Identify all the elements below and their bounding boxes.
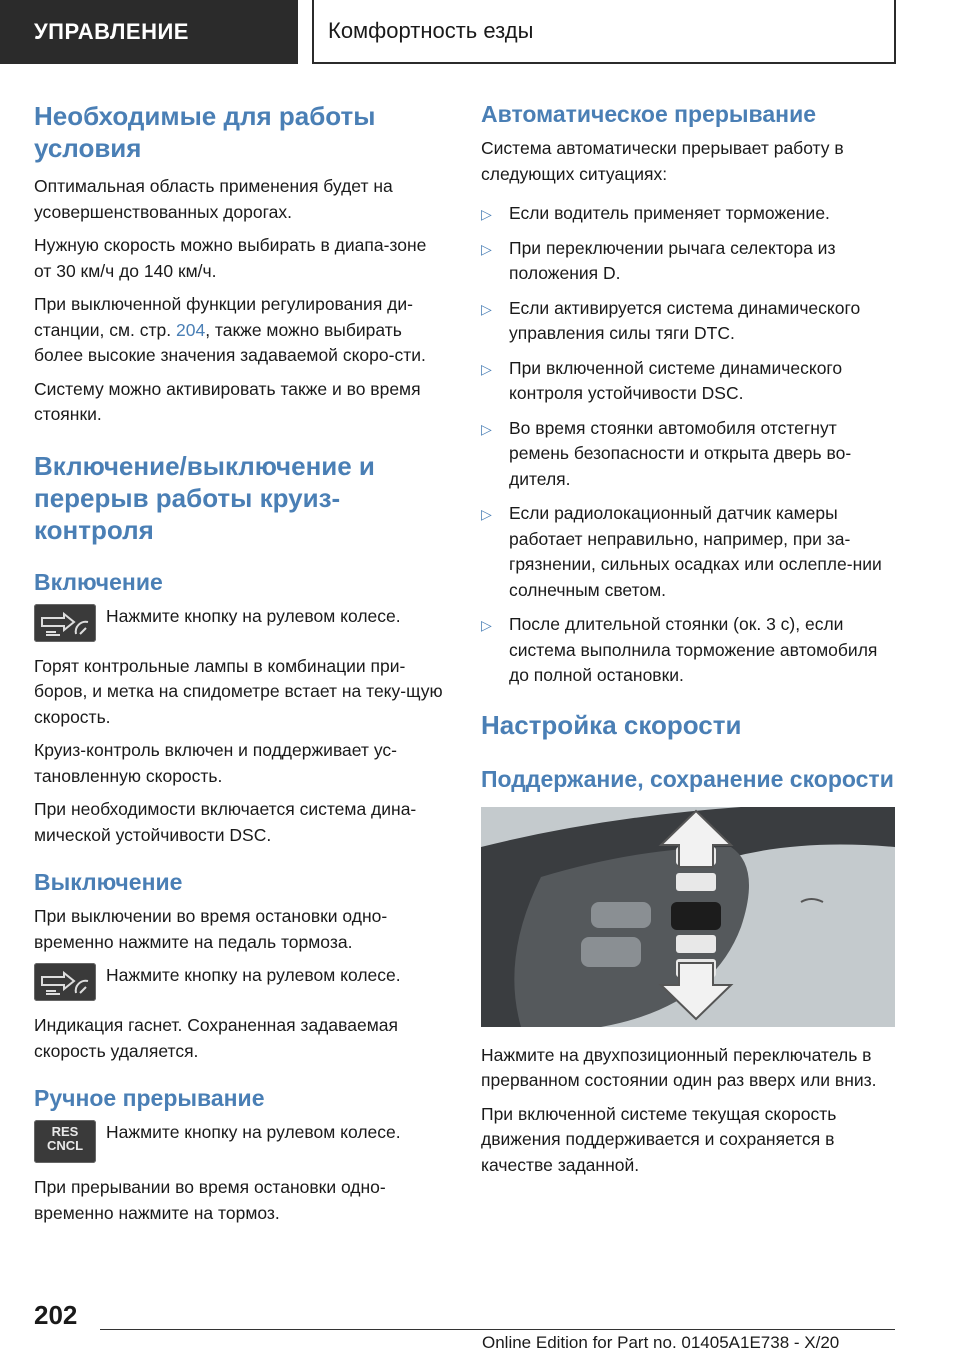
- triangle-bullet-icon: ▷: [481, 360, 492, 377]
- heading-manual: Ручное прерывание: [34, 1085, 265, 1111]
- list-item-text: Если активируется система динамического управления силы тяги DTC.: [509, 297, 861, 343]
- text: При выключенной функции регулирования ди-станции, см. стр.: [34, 294, 413, 340]
- paragraph: При необходимости включается система дина-мической устойчивости DSC.: [34, 799, 417, 845]
- list-item: [481, 201, 895, 227]
- icon-caption: Нажмите кнопку на рулевом колесе.: [106, 1122, 401, 1142]
- triangle-bullet-icon: ▷: [481, 420, 492, 437]
- cncl-label: CNCL: [46, 1138, 84, 1153]
- triangle-bullet-icon: ▷: [481, 206, 492, 222]
- list-item-text: Если радиолокационный датчик камеры работает неправильно, например, при за-грязнении, сильных осадках или ослепле-нии солнечным светом.: [509, 503, 882, 600]
- list-item: [481, 416, 895, 493]
- heading-on: Включение: [34, 568, 163, 595]
- bullet-list: [481, 201, 895, 689]
- heading-onoff: Включение/выключение и перерыв работы круиз-контроля: [34, 450, 375, 545]
- cruise-control-button-icon: [34, 604, 96, 642]
- paragraph: Система автоматически прерывает работу в следующих ситуациях:: [481, 138, 844, 184]
- paragraph: Круиз-контроль включен и поддерживает ус-тановленную скорость.: [34, 740, 397, 786]
- paragraph: При прерывании во время остановки одно-временно нажмите на тормоз.: [34, 1177, 386, 1223]
- list-item: [481, 236, 895, 287]
- list-item-text: Если водитель применяет торможение.: [509, 203, 830, 223]
- page-header: [0, 0, 960, 66]
- page-link[interactable]: 204: [176, 319, 206, 340]
- list-item: [481, 356, 895, 407]
- page-number: 202: [34, 1300, 78, 1330]
- icon-row-off: [34, 963, 446, 1001]
- section-tab: УПРАВЛЕНИЕ: [0, 0, 298, 64]
- heading-auto: Автоматическое прерывание: [481, 101, 817, 127]
- paragraph: Нажмите на двухпозиционный переключатель в прерванном состоянии один раз вверх или вниз.: [481, 1044, 877, 1090]
- heading-speed: Настройка скорости: [481, 709, 742, 740]
- list-item-text: При переключении рычага селектора из положения D.: [509, 237, 836, 283]
- list-item: [481, 296, 895, 347]
- text: , также можно выбирать более высокие значения задаваемой скоро-сти.: [34, 319, 426, 365]
- triangle-bullet-icon: ▷: [481, 617, 492, 633]
- chapter-title: Комфортность езды: [312, 0, 896, 64]
- heading-conditions: Необходимые для работы условия: [34, 101, 376, 163]
- res-cncl-button-icon: [34, 1120, 96, 1163]
- heading-off: Выключение: [34, 869, 183, 895]
- heading-keep-speed: Поддержание, сохранение скорости: [481, 765, 894, 792]
- list-item: [481, 501, 895, 603]
- icon-row-on: [34, 604, 446, 642]
- left-column: [34, 100, 446, 1234]
- list-item-text: После длительной стоянки (ок. 3 с), если система выполнила торможение автомобиля до полной остановки.: [509, 614, 878, 685]
- icon-caption: Нажмите кнопку на рулевом колесе.: [106, 605, 401, 626]
- right-column: [481, 100, 895, 1186]
- paragraph: Индикация гаснет. Сохраненная задаваемая скорость удаляется.: [34, 1015, 398, 1061]
- paragraph: Оптимальная область применения будет на усовершенствованных дорогах.: [34, 176, 393, 222]
- paragraph: Систему можно активировать также и во время стоянки.: [34, 378, 421, 424]
- paragraph: При выключении во время остановки одно-временно нажмите на педаль тормоза.: [34, 906, 388, 952]
- cruise-control-button-icon: [34, 963, 96, 1001]
- paragraph: Нужную скорость можно выбирать в диапа-зоне от 30 км/ч до 140 км/ч.: [34, 235, 427, 281]
- paragraph: Горят контрольные лампы в комбинации при-боров, и метка на спидометре встает на теку-щую скорость.: [34, 655, 443, 727]
- res-label: RES: [51, 1124, 79, 1139]
- edition-note: Online Edition for Part no. 01405A1E738 - X/20: [482, 1333, 840, 1352]
- icon-caption: Нажмите кнопку на рулевом колесе.: [106, 965, 401, 985]
- list-item-text: Во время стоянки автомобиля отстегнут ремень безопасности и открыта дверь во-дителя.: [509, 417, 852, 489]
- paragraph: При включенной системе текущая скорость движения поддерживается и сохраняется в качестве заданной.: [481, 1103, 837, 1175]
- triangle-bullet-icon: ▷: [481, 240, 492, 257]
- footer-divider: [100, 1329, 895, 1330]
- list-item: [481, 612, 895, 689]
- icon-row-manual: [34, 1120, 446, 1163]
- triangle-bullet-icon: ▷: [481, 300, 492, 317]
- list-item-text: При включенной системе динамического контроля устойчивости DSC.: [509, 357, 843, 403]
- triangle-bullet-icon: ▷: [481, 506, 492, 522]
- steering-wheel-photo: [481, 807, 895, 1027]
- paragraph: [34, 292, 446, 369]
